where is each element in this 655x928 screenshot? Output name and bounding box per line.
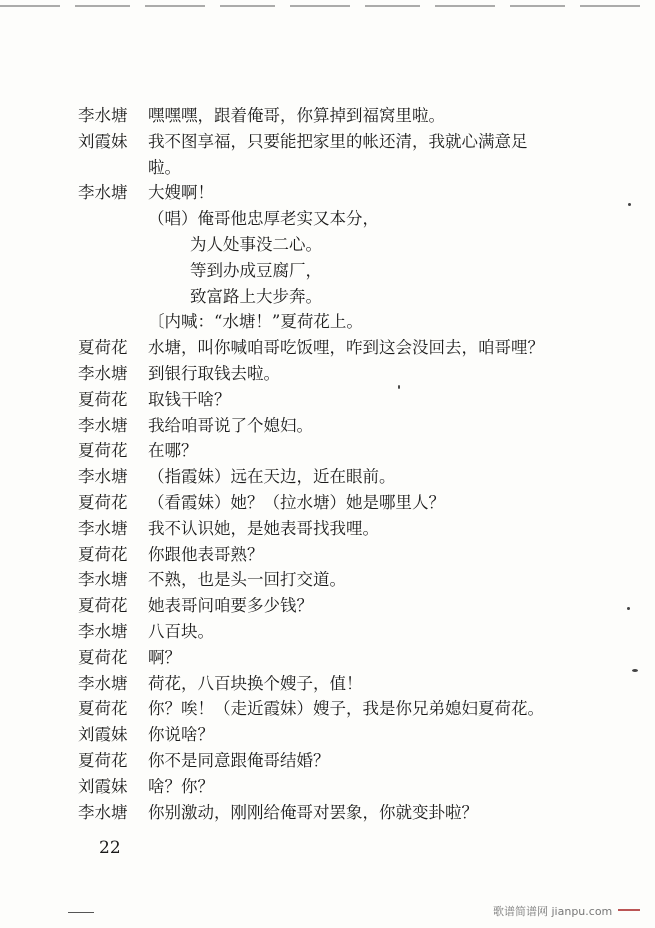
dialogue-line	[78, 129, 578, 155]
dialogue-line	[78, 800, 578, 826]
dialogue-text: 荷花，八百块换个嫂子，值！	[148, 673, 363, 693]
dialogue-line	[78, 671, 578, 697]
dialogue-text: 啥？你？	[148, 776, 214, 796]
dialogue-text: （看霞妹）她？（拉水塘）她是哪里人？	[148, 492, 445, 512]
speaker-name: 李水塘	[78, 570, 128, 590]
speaker-name: 夏荷花	[78, 699, 128, 719]
dialogue-text: 啊？	[148, 647, 181, 667]
dialogue-line	[78, 722, 578, 748]
dialogue-text: 你跟他表哥熟？	[148, 544, 264, 564]
sung-verse-text: 致富路上大步奔。	[190, 286, 322, 306]
speaker-name: 李水塘	[78, 467, 128, 487]
dialogue-line	[78, 748, 578, 774]
dialogue-continuation	[78, 155, 578, 181]
dialogue-line	[78, 464, 578, 490]
dialogue-text: 大嫂啊！	[148, 183, 214, 203]
page-number: 22	[99, 838, 121, 858]
dialogue-text: 不熟，也是头一回打交道。	[148, 570, 346, 590]
dialogue-line	[78, 567, 578, 593]
dialogue-line	[78, 361, 578, 387]
dialogue-text: 我不图享福，只要能把家里的帐还清，我就心满意足	[148, 131, 528, 151]
sung-verse	[78, 258, 578, 284]
top-rule	[0, 5, 655, 7]
dialogue-text: 我给咱哥说了个媳妇。	[148, 415, 313, 435]
dialogue-line	[78, 645, 578, 671]
dialogue-text: 啦。	[148, 157, 181, 177]
watermark-text: 歌谱简谱网 jianpu.com	[493, 905, 613, 918]
dialogue-line	[78, 774, 578, 800]
scan-speck	[628, 203, 631, 206]
speaker-name: 夏荷花	[78, 492, 128, 512]
scan-speck	[627, 607, 630, 610]
dialogue-line	[78, 542, 578, 568]
dialogue-line	[78, 335, 578, 361]
dialogue-text: 她表哥问咱要多少钱？	[148, 596, 313, 616]
bottom-rule	[68, 912, 94, 913]
speaker-name: 夏荷花	[78, 647, 128, 667]
dialogue-line	[78, 180, 578, 206]
dialogue-line	[78, 387, 578, 413]
speaker-name: 李水塘	[78, 106, 128, 125]
speaker-name: 刘霞妹	[78, 776, 128, 796]
dialogue-line	[78, 619, 578, 645]
stage-direction-text: 〔内喊：“水塘！”夏荷花上。	[148, 312, 363, 332]
speaker-name: 李水塘	[78, 363, 128, 383]
dialogue-text: 嘿嘿嘿，跟着俺哥，你算掉到福窝里啦。	[148, 106, 445, 125]
dialogue-line	[78, 696, 578, 722]
dialogue-text: 在哪？	[148, 441, 198, 461]
dialogue-line	[78, 593, 578, 619]
speaker-name: 夏荷花	[78, 441, 128, 461]
dialogue-line	[78, 103, 578, 129]
speaker-name: 李水塘	[78, 621, 128, 641]
speaker-name: 夏荷花	[78, 338, 128, 358]
dialogue-line	[78, 413, 578, 439]
dialogue-text: （指霞妹）远在天边，近在眼前。	[148, 467, 396, 487]
scan-speck	[632, 669, 638, 672]
dialogue-line	[78, 490, 578, 516]
sung-verse	[78, 206, 578, 232]
sung-verse-text: 为人处事没二心。	[190, 234, 322, 254]
speaker-name: 刘霞妹	[78, 725, 128, 745]
stage-direction	[78, 309, 578, 335]
sung-verse	[78, 284, 578, 310]
dialogue-text: 我不认识她，是她表哥找我哩。	[148, 518, 379, 538]
sung-verse-text: 等到办成豆腐厂，	[190, 260, 322, 280]
sung-verse	[78, 232, 578, 258]
speaker-name: 夏荷花	[78, 544, 128, 564]
dialogue-text: 你？唉！（走近霞妹）嫂子，我是你兄弟媳妇夏荷花。	[148, 699, 544, 719]
watermark-mark	[618, 909, 640, 911]
dialogue-text: 你说啥？	[148, 725, 214, 745]
script-body	[78, 103, 578, 825]
dialogue-line	[78, 438, 578, 464]
speaker-name: 夏荷花	[78, 389, 128, 409]
speaker-name: 夏荷花	[78, 596, 128, 616]
speaker-name: 刘霞妹	[78, 131, 128, 151]
speaker-name: 李水塘	[78, 518, 128, 538]
speaker-name: 李水塘	[78, 673, 128, 693]
dialogue-text: 取钱干啥？	[148, 389, 231, 409]
speaker-name: 李水塘	[78, 802, 128, 822]
dialogue-text: 水塘，叫你喊咱哥吃饭哩，咋到这会没回去，咱哥哩？	[148, 338, 544, 358]
sung-verse-text: （唱）俺哥他忠厚老实又本分，	[148, 209, 379, 229]
dialogue-line	[78, 516, 578, 542]
dialogue-text: 你别激动，刚刚给俺哥对罢象，你就变卦啦？	[148, 802, 478, 822]
dialogue-text: 你不是同意跟俺哥结婚？	[148, 750, 330, 770]
speaker-name: 李水塘	[78, 415, 128, 435]
dialogue-text: 到银行取钱去啦。	[148, 363, 280, 383]
scan-speck	[398, 385, 400, 389]
speaker-name: 李水塘	[78, 183, 128, 203]
speaker-name: 夏荷花	[78, 750, 128, 770]
dialogue-text: 八百块。	[148, 621, 214, 641]
